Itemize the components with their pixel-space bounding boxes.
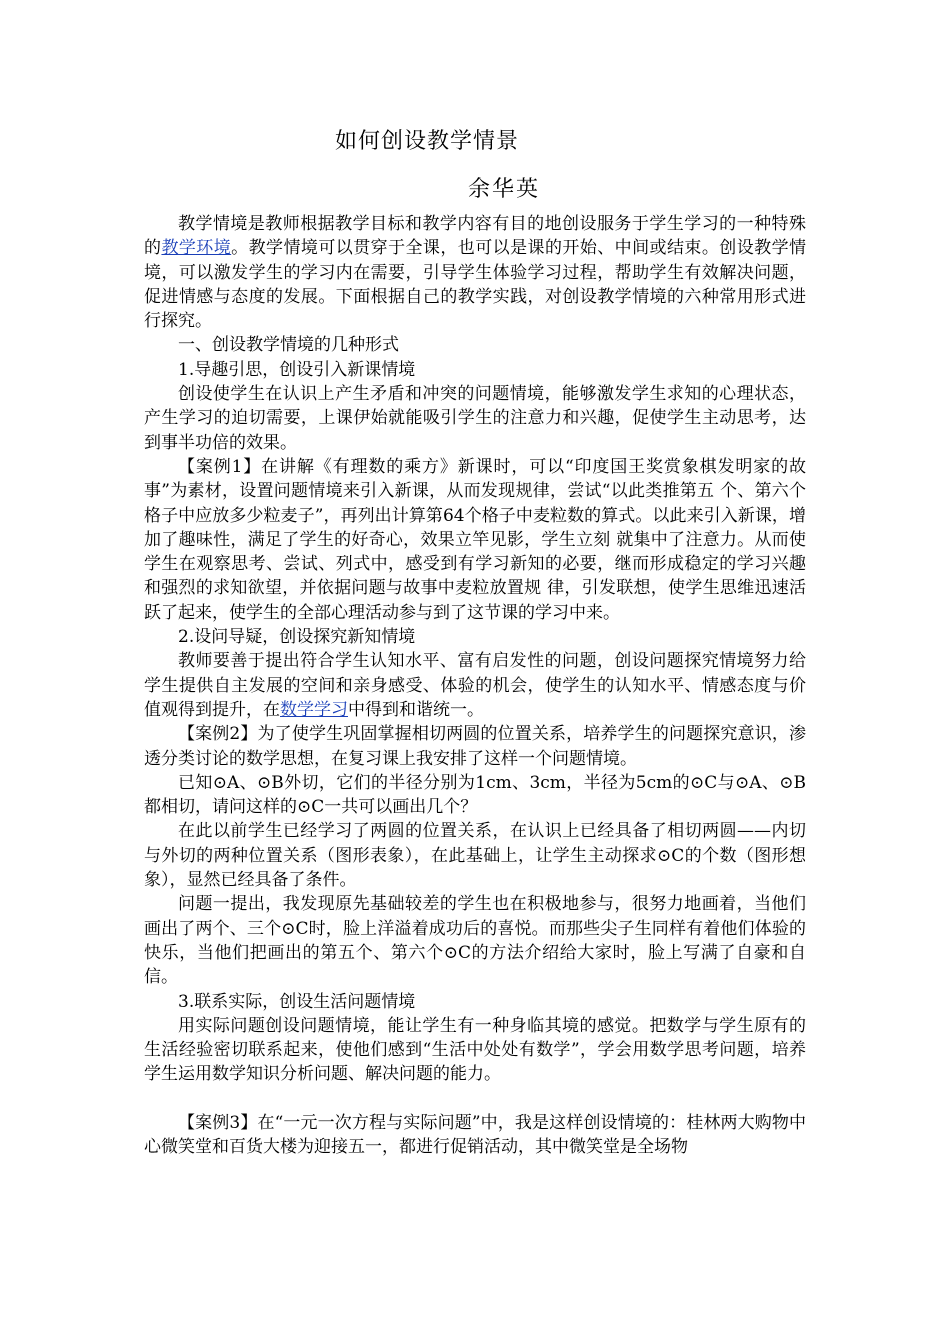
case-3-paragraph: 【案例3】在“一元一次方程与实际问题”中，我是这样创设情境的：桂林两大购物中心微笑堂和百货大楼为迎接五一，都进行促销活动，其中微笑堂是全场物	[144, 1112, 806, 1157]
subheading-1: 1.导趣引思，创设引入新课情境	[178, 359, 416, 380]
section-heading-1: 一、创设教学情境的几种形式	[178, 335, 399, 356]
subheading-2: 2.设问导疑，创设探究新知情境	[178, 627, 416, 648]
paragraph-5: 用实际问题创设问题情境，能让学生有一种身临其境的感觉。把数学与学生原有的生活经验密切联系起来，使他们感到“生活中处处有数学”，学会用数学思考问题，培养学生运用数学知识分析问题、解决问题的能力。	[144, 1015, 806, 1085]
case-1-paragraph: 【案例1】在讲解《有理数的乘方》新课时，可以“印度国王奖赏象棋发明家的故事”为素材，设置问题情境来引入新课，从而发现规律，尝试“以此类推第五 个、第六个格子中应放多少粒麦子”，再列出计算第64个格子中麦粒数的算式。以此来引入新课，增加了趣味性，满足了学生的好奇心，效果立竿见影，学生立刻 就集中了注意力。从而使学生在观察思考、尝试、列式中，感受到有学习新知的必要，继而形成稳定的学习兴趣和强烈的求知欲望，并依据问题与故事中麦粒放置规 律，引发联想，使学生思维迅速活跃了起来，使学生的全部心理活动参与到了这节课的学习中来。	[144, 456, 806, 623]
paragraph-2-text-b: 中得到和谐统一。	[348, 699, 484, 720]
paragraph-1: 创设使学生在认识上产生矛盾和冲突的问题情境，能够激发学生求知的心理状态，产生学习的迫切需要，上课伊始就能吸引学生的注意力和兴趣，促使学生主动思考，达到事半功倍的效果。	[144, 384, 806, 453]
paragraph-3: 在此以前学生已经学习了两圆的位置关系，在认识上已经具备了相切两圆——内切与外切的两种位置关系（图形表象），在此基础上，让学生主动探求⊙C的个数（图形想象），显然已经具备了条件。	[144, 821, 806, 891]
problem-statement: 已知⊙A、⊙B外切，它们的半径分别为1cm、3cm，半径为5cm的⊙C与⊙A、⊙B都相切，请问这样的⊙C一共可以画出几个？	[144, 772, 806, 818]
paragraph-2-text-a: 教师要善于提出符合学生认知水平、富有启发性的问题，创设问题探究情境努力给学生提供自主发展的空间和亲身感受、体验的机会，使学生的认知水平、情感态度与价值观得到提升，在	[144, 651, 806, 720]
intro-paragraph	[144, 212, 806, 333]
author-name: 余华英	[468, 177, 541, 202]
link-math-learning[interactable]: 数学学习	[280, 699, 348, 720]
document-title: 如何创设教学情景	[335, 129, 520, 154]
paragraph-4: 问题一提出，我发现原先基础较差的学生也在积极地参与，很努力地画着，当他们画出了两个、三个⊙C时，脸上洋溢着成功后的喜悦。而那些尖子生同样有着他们体验的快乐，当他们把画出的第五个、第六个⊙C的方法介绍给大家时，脸上写满了自豪和自信。	[144, 894, 806, 988]
case-2-paragraph: 【案例2】为了使学生巩固掌握相切两圆的位置关系，培养学生的问题探究意识，渗透分类讨论的数学思想，在复习课上我安排了这样一个问题情境。	[144, 724, 806, 769]
document-body	[144, 212, 806, 1159]
paragraph-2	[144, 649, 806, 722]
intro-text-b: 。教学情境可以贯穿于全课，也可以是课的开始、中间或结束。创设教学情境，可以激发学生的学习内在需要，引导学生体验学习过程，帮助学生有效解决问题，促进情感与态度的发展。下面根据自己的教学实践，对创设教学情境的六种常用形式进行探究。	[144, 238, 807, 332]
intro-text-a: 教学情境是教师根据教学目标和教学内容有目的地创设服务于学生学习的一种特殊的	[144, 214, 806, 259]
subheading-3: 3.联系实际，创设生活问题情境	[178, 991, 416, 1012]
link-teaching-environment[interactable]: 教学环境	[161, 238, 232, 259]
